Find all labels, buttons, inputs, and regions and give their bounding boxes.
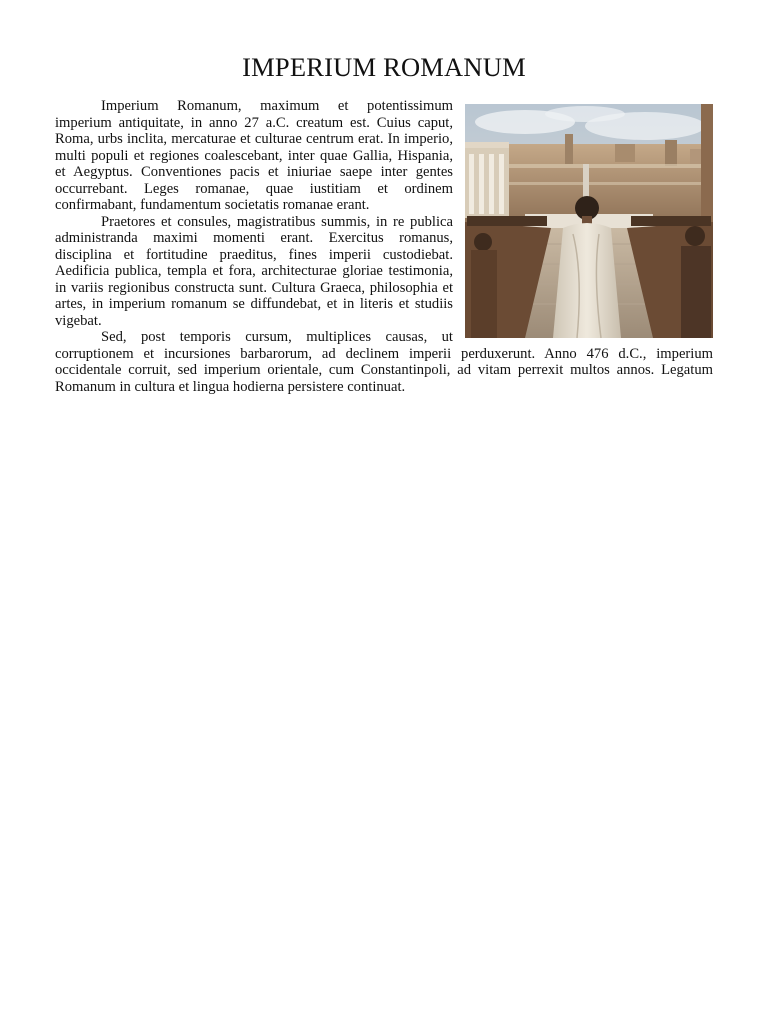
document-title: IMPERIUM ROMANUM <box>242 52 526 82</box>
paragraph-2: Praetores et consules, magistratibus summis, in re publica administranda maximi momenti erant. Exercitus romanus, disciplina et fortitudine praeditus, fines imperii custodiebat. Aedificia publica, templa et fora, architecturae gloriae testimonia, in variis regionibus constructa sunt. Cultura Graeca, philosophia et artes, in imperium romanum se diffundebat, et in literis et studiis vigebat. <box>55 213 453 329</box>
paragraph-3: Sed, post temporis cursum, multiplices causas, ut corruptionem et incursiones barbarorum, ad declinem imperii perduxerunt. Anno 476 d.C., imperium occidentale corruit, sed imperium orientale, cum Constantinpoli, ad vitam perrexit multos annos. Legatum Romanum in cultura et lingua hodierna persistere continuat. <box>55 329 713 395</box>
paragraph-1: Imperium Romanum, maximum et potentissimum imperium antiquitate, in anno 27 a.C. creatum est. Cuius caput, Roma, urbs inclita, mercaturae et culturae centrum erat. In imperio, multi populi et regiones coalescebant, inter quae Gallia, Hispania, et Aegyptus. Conventiones pacis et iniuriae saepe inter gentes occurrebant. Leges romanae, quae iustitiam et ordinem confirmabant, fundamentum societatis romanae erant. <box>55 98 453 213</box>
document-body <box>55 98 713 395</box>
illustration-svg <box>465 104 713 338</box>
roman-city-illustration <box>465 104 713 338</box>
